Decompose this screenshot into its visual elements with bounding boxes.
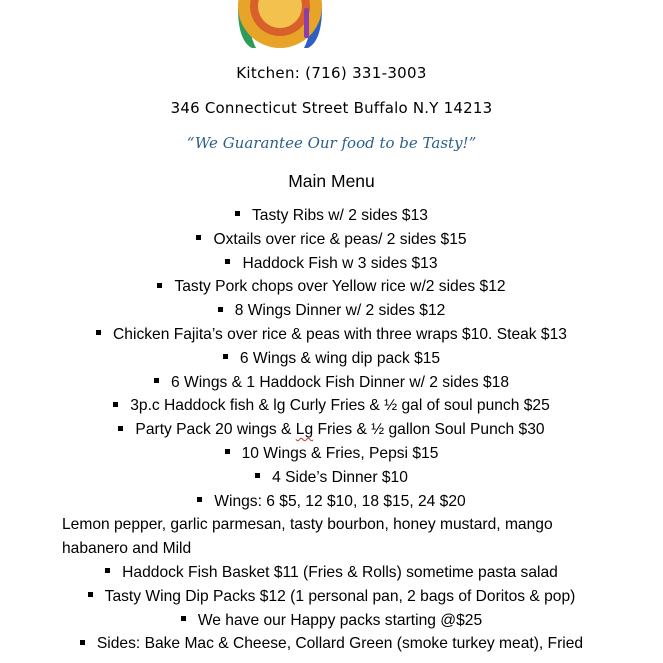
menu-item-text: 6 Wings & wing dip pack $15 <box>239 349 441 367</box>
menu-list <box>0 204 663 656</box>
bullet-icon <box>157 283 162 288</box>
menu-item <box>0 394 663 418</box>
menu-item-text: Wings: 6 $5, 12 $10, 18 $15, 24 $20 <box>214 492 466 510</box>
menu-item-text: Tasty Wing Dip Packs $12 (1 personal pan, 2 bags of Doritos & pop) <box>104 587 576 605</box>
menu-item-text: 6 Wings & 1 Haddock Fish Dinner w/ 2 sides $18 <box>170 373 510 391</box>
menu-item <box>0 228 663 252</box>
bullet-icon <box>80 640 85 645</box>
menu-item <box>0 252 663 276</box>
menu-item-text: 8 Wings Dinner w/ 2 sides $12 <box>234 302 446 320</box>
bullet-icon <box>255 473 260 478</box>
bullet-icon <box>197 497 202 502</box>
logo <box>180 0 380 54</box>
menu-item <box>0 561 663 585</box>
menu-item <box>0 585 663 609</box>
menu-item-text: Haddock Fish w 3 sides $13 <box>242 254 438 272</box>
menu-item-text: Oxtails over rice & peas/ 2 sides $15 <box>213 230 467 248</box>
address: 346 Connecticut Street Buffalo N.Y 14213 <box>170 99 493 117</box>
bullet-icon <box>181 616 186 621</box>
menu-item-text: Tasty Ribs w/ 2 sides $13 <box>252 207 428 224</box>
bullet-icon <box>225 449 230 454</box>
menu-item-text: We have our Happy packs starting @$25 <box>197 611 483 629</box>
menu-item-text-after: Fries & ½ gallon Soul Punch $30 <box>313 421 545 439</box>
menu-title: Main Menu <box>288 171 375 191</box>
soul-bowl-logo-icon <box>180 0 380 54</box>
bullet-icon <box>105 568 110 573</box>
bullet-icon <box>118 426 123 431</box>
menu-item-text: Chicken Fajita’s over rice & peas with three wraps $10. Steak $13 <box>113 325 567 343</box>
slogan: “We Guarantee Our food to be Tasty!” <box>186 134 477 152</box>
menu-item <box>0 466 663 490</box>
wing-flavors-line: Lemon pepper, garlic parmesan, tasty bourbon, honey mustard, mango <box>62 516 553 534</box>
bullet-icon <box>196 235 201 240</box>
menu-item <box>0 609 663 633</box>
menu-item <box>0 299 663 323</box>
menu-item <box>0 347 663 371</box>
menu-item <box>0 204 663 228</box>
menu-item-text: Tasty Pork chops over Yellow rice w/2 sides $12 <box>174 278 506 296</box>
bullet-icon <box>235 211 240 216</box>
menu-item-text: Haddock Fish Basket $11 (Fries & Rolls) sometime pasta salad <box>122 563 558 581</box>
bullet-icon <box>113 402 118 407</box>
bullet-icon <box>223 354 228 359</box>
spellcheck-flagged-word: Lg <box>295 421 314 439</box>
menu-item-text: 10 Wings & Fries, Pepsi $15 <box>241 444 439 462</box>
menu-item-text: Sides: Bake Mac & Cheese, Collard Green (smoke turkey meat), Fried <box>96 635 584 653</box>
bullet-icon <box>88 592 93 597</box>
menu-item <box>0 371 663 395</box>
menu-item <box>0 490 663 514</box>
menu-item <box>0 442 663 466</box>
menu-item <box>0 275 663 299</box>
menu-item-text: 4 Side’s Dinner $10 <box>272 468 408 486</box>
menu-item <box>0 418 663 442</box>
bullet-icon <box>218 307 223 312</box>
menu-item-text: 3p.c Haddock fish & lg Curly Fries & ½ gal of soul punch $25 <box>130 397 550 415</box>
menu-item <box>0 323 663 347</box>
menu-item-text-before: Party Pack 20 wings & <box>135 421 296 439</box>
bullet-icon <box>96 330 101 335</box>
menu-item <box>0 632 663 656</box>
bullet-icon <box>225 259 230 264</box>
wing-flavors-line: habanero and Mild <box>62 540 192 558</box>
bullet-icon <box>154 378 159 383</box>
kitchen-phone: Kitchen: (716) 331-3003 <box>236 64 427 82</box>
